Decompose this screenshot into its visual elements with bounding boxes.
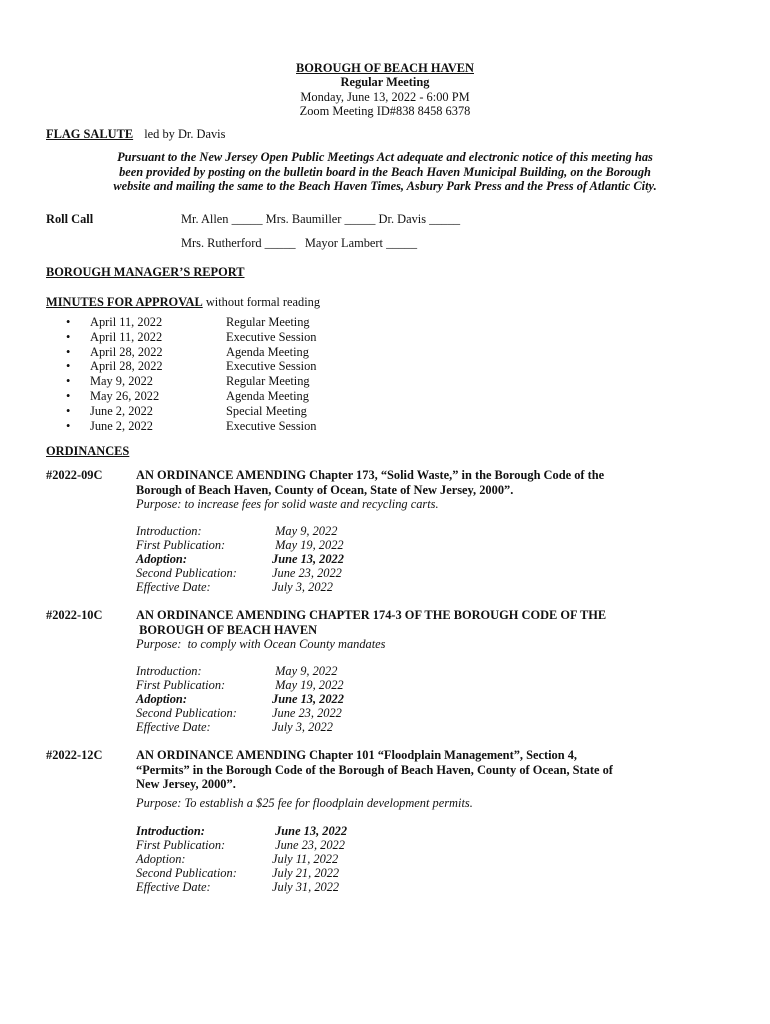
notice-line: been provided by posting on the bulletin board in the Beach Haven Municipal Building, on the Borough bbox=[119, 164, 651, 179]
list-item bbox=[66, 315, 386, 330]
schedule-date: July 21, 2022 bbox=[272, 866, 340, 880]
ordinance-title-line: AN ORDINANCE AMENDING Chapter 101 “Floodplain Management”, Section 4, bbox=[136, 748, 578, 762]
schedule-label: Adoption: bbox=[136, 852, 186, 866]
schedule-label: Introduction: bbox=[136, 824, 205, 838]
bullet: • bbox=[66, 388, 71, 403]
minutes-date: May 9, 2022 bbox=[90, 374, 153, 389]
minutes-type: Executive Session bbox=[226, 329, 317, 344]
schedule-date: May 9, 2022 bbox=[272, 524, 338, 538]
minutes-date: April 28, 2022 bbox=[90, 344, 163, 359]
schedule-label: Effective Date: bbox=[136, 720, 211, 734]
schedule-date: July 31, 2022 bbox=[272, 880, 340, 894]
schedule-date: June 23, 2022 bbox=[272, 706, 342, 720]
list-item bbox=[66, 345, 386, 360]
notice-line: website and mailing the same to the Beach Haven Times, Asbury Park Press and the Press of Atlantic City. bbox=[113, 179, 657, 194]
minutes-type: Special Meeting bbox=[226, 403, 307, 418]
schedule-label: First Publication: bbox=[136, 538, 226, 552]
schedule-label: First Publication: bbox=[136, 838, 226, 852]
ordinance-title bbox=[136, 748, 613, 792]
roll-call-label: Roll Call bbox=[46, 212, 94, 226]
ordinance-title bbox=[136, 608, 606, 637]
ordinance-schedule bbox=[136, 524, 396, 594]
bullet: • bbox=[66, 329, 71, 344]
schedule-label: Second Publication: bbox=[136, 566, 237, 580]
schedule-row bbox=[136, 824, 396, 838]
schedule-row bbox=[136, 552, 396, 566]
ordinance-title-line: “Permits” in the Borough Code of the Borough of Beach Haven, County of Ocean, State of bbox=[136, 762, 613, 777]
minutes-date: April 11, 2022 bbox=[90, 329, 163, 344]
schedule-row bbox=[136, 866, 396, 880]
minutes-list bbox=[66, 315, 386, 433]
schedule-label: Effective Date: bbox=[136, 880, 211, 894]
minutes-label: MINUTES FOR APPROVAL bbox=[46, 295, 203, 309]
schedule-date: July 3, 2022 bbox=[272, 720, 333, 734]
schedule-row bbox=[136, 880, 396, 894]
schedule-date: June 13, 2022 bbox=[272, 692, 344, 706]
minutes-heading bbox=[46, 295, 320, 309]
schedule-row bbox=[136, 524, 396, 538]
list-item bbox=[66, 330, 386, 345]
ordinance-schedule bbox=[136, 664, 396, 734]
schedule-label: Second Publication: bbox=[136, 866, 237, 880]
bullet: • bbox=[66, 403, 71, 418]
schedule-row bbox=[136, 692, 396, 706]
schedule-row bbox=[136, 678, 396, 692]
schedule-label: Introduction: bbox=[136, 524, 202, 538]
ordinance-title-line: BOROUGH OF BEACH HAVEN bbox=[136, 622, 318, 637]
schedule-label: Effective Date: bbox=[136, 580, 211, 594]
list-item bbox=[66, 389, 386, 404]
minutes-suffix: without formal reading bbox=[202, 295, 321, 309]
schedule-date: June 13, 2022 bbox=[272, 552, 344, 566]
ordinance-purpose: Purpose: to comply with Ocean County mandates bbox=[136, 637, 386, 651]
ordinance-number: #2022-10C bbox=[46, 608, 103, 622]
notice-line: Pursuant to the New Jersey Open Public Meetings Act adequate and electronic notice of this meeting has bbox=[117, 150, 653, 164]
minutes-date: April 28, 2022 bbox=[90, 359, 163, 374]
schedule-date: July 3, 2022 bbox=[272, 580, 333, 594]
minutes-date: June 2, 2022 bbox=[90, 418, 153, 433]
flag-salute-label: FLAG SALUTE bbox=[46, 127, 134, 141]
minutes-type: Agenda Meeting bbox=[226, 344, 309, 359]
schedule-row bbox=[136, 664, 396, 678]
ordinance-schedule bbox=[136, 824, 396, 894]
minutes-type: Executive Session bbox=[226, 418, 317, 433]
schedule-row bbox=[136, 538, 396, 552]
minutes-type: Agenda Meeting bbox=[226, 388, 309, 403]
schedule-row bbox=[136, 720, 396, 734]
schedule-row bbox=[136, 852, 396, 866]
schedule-label: Adoption: bbox=[136, 552, 187, 566]
managers-report-heading: BOROUGH MANAGER’S REPORT bbox=[46, 265, 245, 279]
minutes-type: Executive Session bbox=[226, 359, 317, 374]
schedule-date: June 23, 2022 bbox=[272, 838, 345, 852]
schedule-date: May 19, 2022 bbox=[272, 678, 344, 692]
bullet: • bbox=[66, 344, 71, 359]
ordinance-number: #2022-09C bbox=[46, 468, 103, 482]
schedule-row bbox=[136, 838, 396, 852]
ordinances-heading: ORDINANCES bbox=[46, 444, 130, 458]
open-meetings-notice bbox=[40, 150, 730, 194]
document-title: BOROUGH OF BEACH HAVEN bbox=[296, 61, 474, 75]
schedule-date: May 9, 2022 bbox=[272, 664, 338, 678]
list-item bbox=[66, 359, 386, 374]
ordinance-title-line: AN ORDINANCE AMENDING Chapter 173, “Solid Waste,” in the Borough Code of the bbox=[136, 468, 605, 482]
flag-salute-text: led by Dr. Davis bbox=[144, 127, 226, 141]
roll-call-line-2: Mrs. Rutherford _____ Mayor Lambert _____ bbox=[181, 236, 418, 250]
schedule-row bbox=[136, 566, 396, 580]
schedule-label: Introduction: bbox=[136, 664, 202, 678]
ordinance-title-line: AN ORDINANCE AMENDING CHAPTER 174-3 OF THE BOROUGH CODE OF THE bbox=[136, 608, 607, 622]
document-header bbox=[0, 61, 770, 119]
schedule-date: June 13, 2022 bbox=[272, 824, 348, 838]
ordinance-title bbox=[136, 468, 604, 497]
schedule-row bbox=[136, 580, 396, 594]
bullet: • bbox=[66, 374, 71, 389]
schedule-date: July 11, 2022 bbox=[272, 852, 339, 866]
bullet: • bbox=[66, 359, 71, 374]
flag-salute-line bbox=[46, 127, 225, 141]
meeting-type: Regular Meeting bbox=[340, 75, 430, 90]
meeting-datetime: Monday, June 13, 2022 - 6:00 PM bbox=[300, 89, 470, 104]
schedule-label: Second Publication: bbox=[136, 706, 237, 720]
schedule-date: May 19, 2022 bbox=[272, 538, 344, 552]
schedule-label: First Publication: bbox=[136, 678, 226, 692]
ordinance-title-line: Borough of Beach Haven, County of Ocean, State of New Jersey, 2000”. bbox=[136, 482, 514, 497]
ordinance-number: #2022-12C bbox=[46, 748, 103, 762]
schedule-row bbox=[136, 706, 396, 720]
schedule-label: Adoption: bbox=[136, 692, 187, 706]
list-item bbox=[66, 374, 386, 389]
bullet: • bbox=[66, 418, 71, 433]
bullet: • bbox=[66, 315, 71, 329]
minutes-type: Regular Meeting bbox=[226, 374, 310, 389]
minutes-date: April 11, 2022 bbox=[90, 315, 163, 329]
ordinance-title-line: New Jersey, 2000”. bbox=[136, 777, 236, 792]
minutes-type: Regular Meeting bbox=[226, 315, 310, 329]
minutes-date: May 26, 2022 bbox=[90, 388, 160, 403]
list-item bbox=[66, 404, 386, 419]
list-item bbox=[66, 419, 386, 434]
minutes-date: June 2, 2022 bbox=[90, 403, 153, 418]
roll-call-line-1: Mr. Allen _____ Mrs. Baumiller _____ Dr. Davis _____ bbox=[181, 212, 461, 226]
ordinance-purpose: Purpose: to increase fees for solid waste and recycling carts. bbox=[136, 497, 439, 511]
zoom-meeting-id: Zoom Meeting ID#838 8458 6378 bbox=[299, 104, 471, 119]
schedule-date: June 23, 2022 bbox=[272, 566, 342, 580]
ordinance-purpose: Purpose: To establish a $25 fee for floodplain development permits. bbox=[136, 796, 473, 810]
